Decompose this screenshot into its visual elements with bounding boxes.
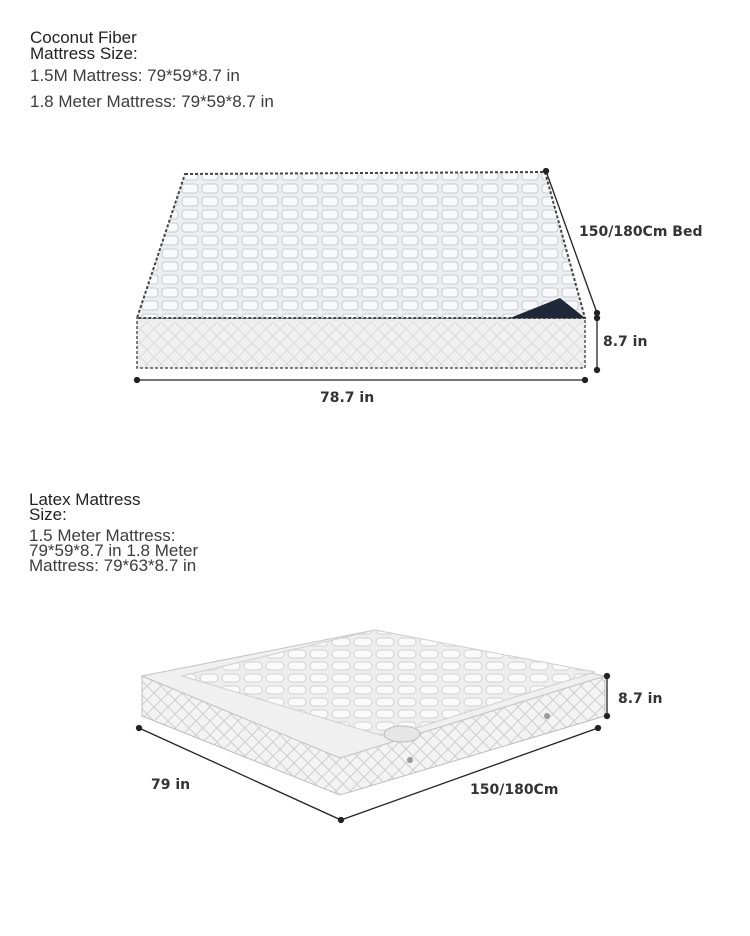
latex-mattress-image: [142, 630, 605, 795]
latex-length-label: 79 in: [151, 777, 191, 793]
section2-title-line2: Size:: [29, 505, 67, 524]
section2-spec-line2: 79*59*8.7 in 1.8 Meter: [29, 541, 199, 560]
section1-spec-2: 1.8 Meter Mattress: 79*59*8.7 in: [30, 92, 274, 111]
section1-title-line1: Coconut Fiber: [30, 28, 137, 47]
coconut-mattress-image: [137, 172, 585, 368]
coconut-length-label: 78.7 in: [320, 390, 375, 406]
latex-width-label: 150/180Cm: [470, 782, 559, 798]
section2-spec-line1: 1.5 Meter Mattress:: [29, 526, 176, 545]
section1-title-line2: Mattress Size:: [30, 44, 138, 63]
coconut-height-label: 8.7 in: [603, 334, 648, 350]
section2-title-line1: Latex Mattress: [29, 490, 141, 509]
latex-height-label: 8.7 in: [618, 691, 663, 707]
section1-spec-1: 1.5M Mattress: 79*59*8.7 in: [30, 66, 240, 85]
coconut-width-label: 150/180Cm Bed: [579, 224, 703, 240]
section2-spec-line3: Mattress: 79*63*8.7 in: [29, 556, 197, 575]
